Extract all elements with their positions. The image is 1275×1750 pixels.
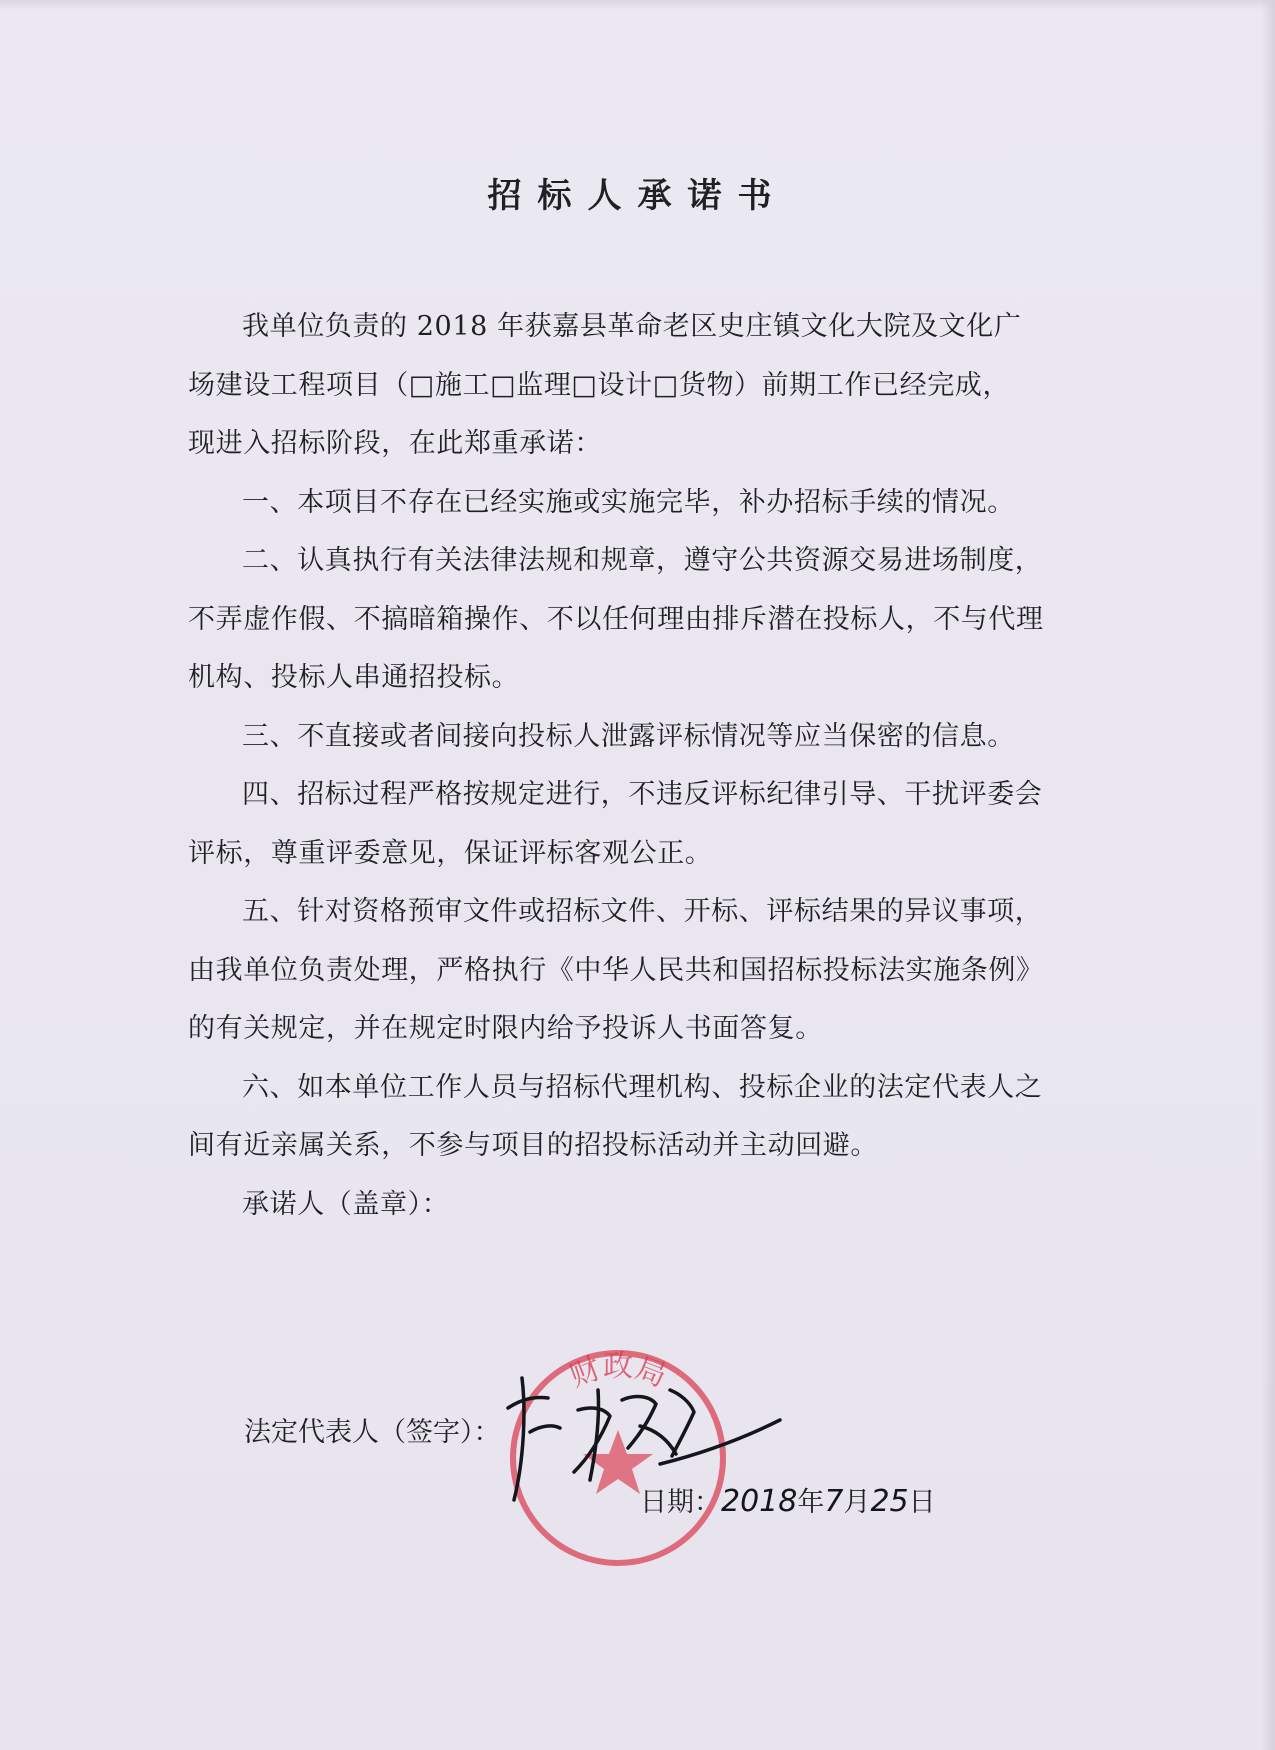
date-day-unit: 日 <box>908 1487 936 1518</box>
date-year-unit: 年 <box>797 1487 825 1518</box>
commitment-item-2: 二、认真执行有关法律法规和规章，遵守公共资源交易进场制度，不弄虚作假、不搞暗箱操作、不以任何理由排斥潜在投标人，不与代理机构、投标人串通招投标。 <box>188 545 1044 693</box>
document-body <box>188 298 1056 1234</box>
commitment-item-1: 一、本项目不存在已经实施或实施完毕，补办招标手续的情况。 <box>242 486 1015 518</box>
intro-line-2: 场建设工程项目（□施工□监理□设计□货物）前期工作已经完成， <box>188 369 1011 401</box>
handwritten-signature <box>500 1370 785 1510</box>
scan-edge-right <box>1261 0 1275 1750</box>
promisor-label: 承诺人（盖章）： <box>242 1188 450 1220</box>
commitment-item-4: 四、招标过程严格按规定进行，不违反评标纪律引导、干扰评委会评标，尊重评委意见，保证评标客观公正。 <box>188 779 1043 869</box>
scan-edge-top <box>0 0 1275 10</box>
seal-text: 财政局 <box>564 1349 672 1395</box>
date-day: 25 <box>870 1484 909 1519</box>
commitment-item-5: 五、针对资格预审文件或招标文件、开标、评标结果的异议事项，由我单位负责处理，严格执行《中华人民共和国招标投标法实施条例》的有关规定，并在规定时限内给予投诉人书面答复。 <box>188 896 1044 1044</box>
date-label: 日期： <box>640 1487 721 1518</box>
intro-line-3: 现进入招标阶段，在此郑重承诺： <box>188 428 602 459</box>
document-title: 招标人承诺书 <box>487 176 788 216</box>
legal-rep-label: 法定代表人（签字）： <box>244 1417 501 1448</box>
date-month: 7 <box>824 1484 844 1519</box>
date-year: 2018 <box>721 1484 798 1519</box>
intro-line-1: 我单位负责的 2018 年获嘉县革命老区史庄镇文化大院及文化广 <box>242 311 1022 342</box>
commitment-item-3: 三、不直接或者间接向投标人泄露评标情况等应当保密的信息。 <box>242 720 1015 752</box>
commitment-item-6: 六、如本单位工作人员与招标代理机构、投标企业的法定代表人之间有近亲属关系，不参与项目的招投标活动并主动回避。 <box>188 1071 1043 1161</box>
date-month-unit: 月 <box>843 1487 871 1518</box>
